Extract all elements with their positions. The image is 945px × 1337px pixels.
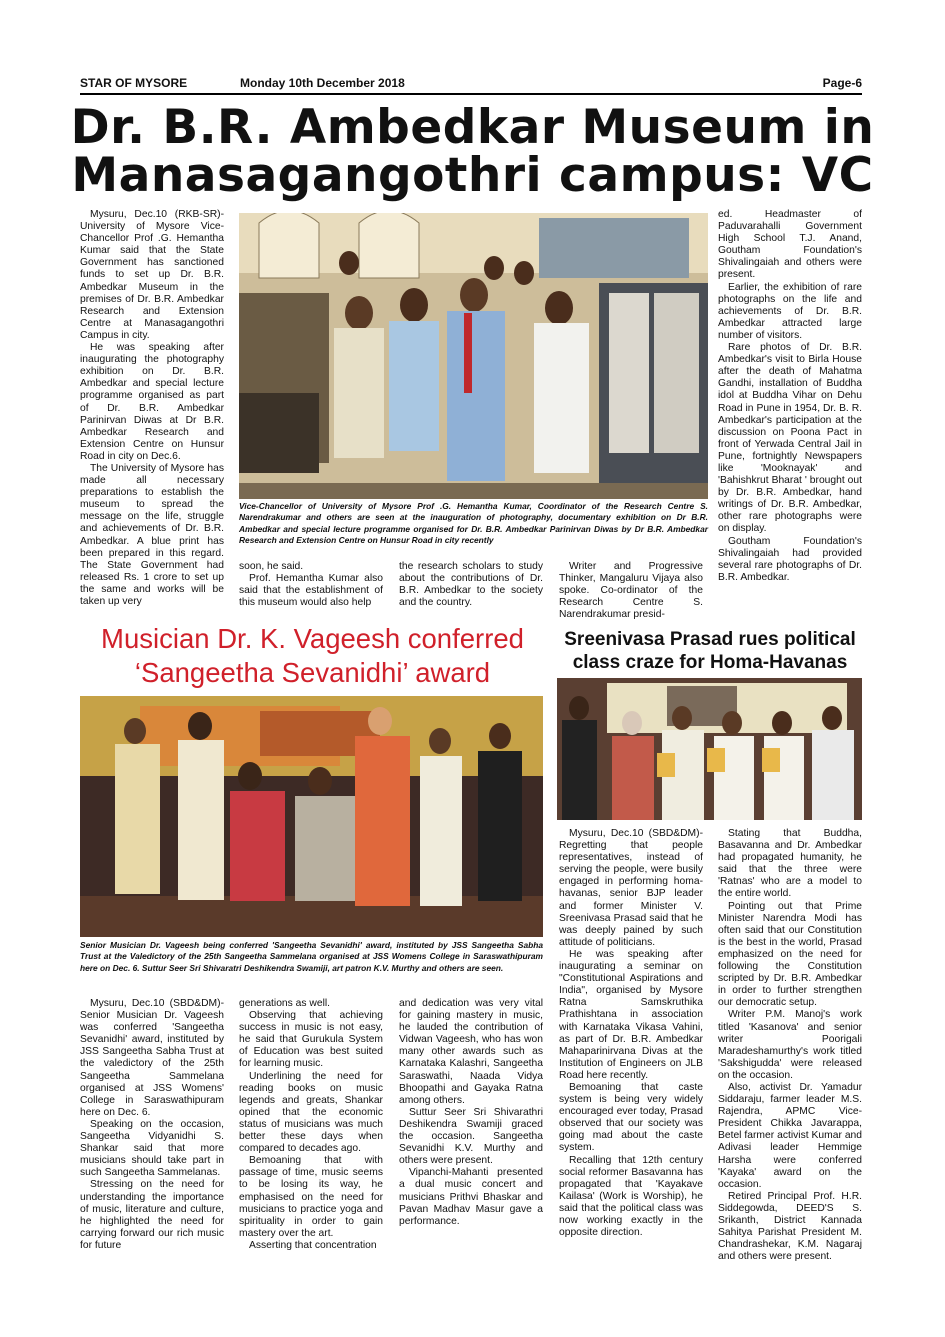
story1-paragraph: Mysuru, Dec.10 (RKB-SR)- University of Mysore Vice- Chancellor Prof .G. Hemantha Kumar said that the State Government has sanctioned funds to set up Dr. B.R. Ambedkar Museum in the premises of Dr. B.R. Ambedkar Research and Extension Centre at Manasagangothri Campus in city. <box>80 209 224 341</box>
masthead <box>80 76 862 92</box>
story1-paragraph: the research scholars to study about the contributions of Dr. B.R. Ambedkar to the society and the country. <box>399 561 543 609</box>
story1-paragraph: Earlier, the exhibition of rare photographs on the life and achievements of Dr. B.R. Ambedkar attracted large number of visitors. <box>718 281 862 341</box>
story2-paragraph: Bemoaning that with passage of time, music seems to be losing its way, he emphasised on the need for musicians to practice yoga and spirituality in order to gain mastery over the art. <box>239 1155 383 1239</box>
story2-headline <box>80 622 545 690</box>
exhibition-photo-illustration <box>239 213 708 499</box>
story2-headline-line2: ‘Sangeetha Sevanidhi’ award <box>134 657 491 688</box>
story1-headline-line2: Manasagangothri campus: VC <box>71 148 874 203</box>
story2-paragraph: generations as well. <box>239 998 331 1009</box>
story3-paragraph: Also, activist Dr. Yamadur Siddaraju, farmer leader M.S. Rajendra, APMC Vice-President Chikka Javarappa, Betel farmer activist Kumar and Adivasi leader Hemmige Harsha were conferred 'Kayaka' award on the occasion. <box>718 1081 862 1190</box>
story3-column-2 <box>718 828 862 1263</box>
book-release-photo-illustration <box>557 678 862 820</box>
story2-paragraph: Suttur Seer Sri Shivarathri Deshikendra Swamiji graced the occasion. Sangeetha Sevanidhi K.V. Murthy and others were present. <box>399 1106 543 1167</box>
story3-paragraph: He was speaking after inaugurating a seminar on "Constitutional Aspirations and India", organised by Mysore Ratna Samskruthika Prathishtana in association with Karnataka Vikasa Vahini, as part of Dr. B.R. Ambedkar Mahaparinirvana Divas at the Institution of Engineers on JLB Road here recently. <box>559 948 703 1081</box>
story3-paragraph: Pointing out that Prime Minister Narendra Modi has often said that our Constitution is the best in the world, Prasad emphasized on the need for following the Constitution scripted by Dr. B.R. Ambedkar in order to further strengthen our democratic setup. <box>718 900 862 1009</box>
story1-headline <box>60 100 885 203</box>
award-ceremony-photo-illustration <box>80 696 543 937</box>
story3-headline-line1: Sreenivasa Prasad rues political <box>564 629 856 650</box>
story3-headline-line2: class craze for Homa-Havanas <box>572 652 848 673</box>
story2-paragraph: Vipanchi-Mahanti presented a dual music concert and musicians Prithvi Bhaskar and Pavan Madhav Masur gave a performance. <box>399 1167 543 1227</box>
story2-headline-line1: Musician Dr. K. Vageesh conferred <box>101 623 524 654</box>
paper-name: STAR OF MYSORE <box>80 76 188 90</box>
story1-column-2 <box>239 561 383 609</box>
story1-photo-caption: Vice-Chancellor of University of Mysore Prof .G. Hemantha Kumar, Coordinator of the Research Centre S. Narendrakumar and others are seen at the inauguration of photography, documentary exhibition on Dr B.R. Ambedkar and special lecture programme organised for Dr. B.R. Ambedkar Parinirvan Diwas by Dr B.R. Ambedkar Research and Extension Centre on Hunsur Road in city recently <box>239 501 708 545</box>
story1-paragraph: soon, he said. <box>239 561 304 572</box>
story1-paragraph: Writer and Progressive Thinker, Mangaluru Vijaya also spoke. Co-ordinator of the Research Centre S. Narendrakumar presid- <box>559 561 703 621</box>
story3-paragraph: Retired Principal Prof. H.R. Siddegowda, DEED'S S. Srikanth, District Kannada Sahitya Parishat President M. Chandrashekar, K.M. Nagaraj and others were present. <box>718 1190 862 1263</box>
story2-paragraph: Stressing on the need for understanding the importance of music, literature and culture, he highlighted the need for carrying forward our rich music for future <box>80 1179 224 1251</box>
story3-photo <box>557 678 862 820</box>
story3-paragraph: Mysuru, Dec.10 (SBD&DM)- Regretting that people representatives, instead of serving the people, were busily engaged in performing homa-havanas, senior BJP leader and former Minister V. Sreenivasa Prasad said that he was deeply pained by such attitude of politicians. <box>559 828 703 948</box>
story3-paragraph: Recalling that 12th century social reformer Basavanna has propagated that 'Kayakave Kailasa' (Work is Worship), he said that the political class was now working exactly in the opposite direction. <box>559 1154 703 1239</box>
story3-paragraph: Stating that Buddha, Basavanna and Dr. Ambedkar had propagated humanity, he said that the three were 'Ratnas' who are a model to the entire world. <box>718 828 862 900</box>
story1-headline-line1: Dr. B.R. Ambedkar Museum in <box>70 100 875 155</box>
story2-column-2 <box>239 998 383 1252</box>
story1-paragraph: He was speaking after inaugurating the photography exhibition on Dr. B.R. Ambedkar and special lecture programme organised as part of Dr. B.R. Ambedkar Parinirvan Diwas at Dr B.R. Ambedkar Research and Extension Centre on Hunsur Road in city on Dec.6. <box>80 342 224 462</box>
story3-column-1 <box>559 828 703 1239</box>
masthead-rule <box>80 93 862 95</box>
story2-column-3 <box>399 998 543 1228</box>
story1-paragraph: Prof. Hemantha Kumar also said that the establishment of this museum would also help <box>239 573 383 609</box>
story1-paragraph: ed. Headmaster of Paduvarahalli Government High School T.J. Anand, Goutham Foundation's Shivalingaiah and others were present. <box>718 209 862 281</box>
story1-paragraph: Goutham Foundation's Shivalingaiah had provided several rare photographs of Dr. B.R. Ambedkar. <box>718 535 862 583</box>
story2-paragraph: Mysuru, Dec.10 (SBD&DM)- Senior Musician Dr. Vageesh was conferred 'Sangeetha Sevanidhi' award, instituted by JSS Sangeetha Sabha Trust at the valedictory of the 25th Sangeetha Sammelana organised at JSS Womens' College in Saraswathipuram here on Dec. 6. <box>80 998 224 1118</box>
story2-photo-caption: Senior Musician Dr. Vageesh being conferred 'Sangeetha Sevanidhi' award, instituted by JSS Sangeetha Sabha Trust at the Valedictory of the 25th Sangeetha Sammelana organised at JSS Womens College in Saraswathipuram here on Dec. 6. Suttur Seer Sri Shivaratri Deshikendra Swamiji, art patron K.V. Murthy and others are seen. <box>80 940 543 973</box>
issue-date: Monday 10th December 2018 <box>240 76 405 90</box>
story2-paragraph: Speaking on the occasion, Sangeetha Vidyanidhi S. Shankar said that more musicians should take part in such Sangeetha Sammelanas. <box>80 1118 224 1179</box>
story1-column-4 <box>559 561 703 621</box>
story2-paragraph: and dedication was very vital for gaining mastery in music, he lauded the contribution of Vidwan Vageesh, who has won many other awards such as Karnataka Kalashri, Sangeetha Saraswathi, Naada Vidya Bhoopathi and Gayaka Ratna among others. <box>399 998 543 1106</box>
story2-paragraph: Observing that achieving success in music is not easy, he said that Gurukula System of Education was best suited for learning music. <box>239 1010 383 1070</box>
story1-column-5 <box>718 209 862 584</box>
story2-column-1 <box>80 998 224 1252</box>
story1-paragraph: The University of Mysore has made all necessary preparations to establish the museum to spread the message on the life, struggle and achievements of Dr. B.R. Ambedkar. A blue print has been prepared in this regard. The State Government had released Rs. 1 crore to set up the same and works will be taken up very <box>80 462 224 607</box>
story3-paragraph: Bemoaning that caste system is being very widely encouraged ever today, Prasad observed that our society was going mad about the caste system. <box>559 1081 703 1154</box>
story1-paragraph: Rare photos of Dr. B.R. Ambedkar's visit to Birla House after the death of Mahatma Gandhi, installation of Buddha idol at Buddha Vihar on Dehu Road in Pune in 1954, Dr. B. R. Ambedkar's participation at the discussion on Poona Pact in front of Yerwada Central Jail in Pune, fortnightly Newspapers like 'Mooknayak' and 'Bahishkrut Bharat ' brought out by Dr. B.R. Ambedkar, hand writings of Dr. B.R. Ambedkar, other rare photographs were on display. <box>718 342 862 535</box>
story2-paragraph: Asserting that concentration <box>249 1239 377 1251</box>
story2-photo <box>80 696 543 937</box>
page-number: Page-6 <box>822 76 862 90</box>
story3-paragraph: Writer P.M. Manoj's work titled 'Kasanova' and senior writer Poorigali Maradeshamurthy's work titled 'Sakshigudda' were released on the occasion. <box>718 1009 862 1081</box>
story1-photo <box>239 213 708 499</box>
story2-paragraph: Underlining the need for reading books on music legends and greats, Shankar opined that the economic status of musicians was much better these days when compared to decades ago. <box>239 1070 383 1155</box>
story3-headline <box>555 628 865 674</box>
story1-column-3 <box>399 561 543 609</box>
story1-column-1 <box>80 209 224 608</box>
